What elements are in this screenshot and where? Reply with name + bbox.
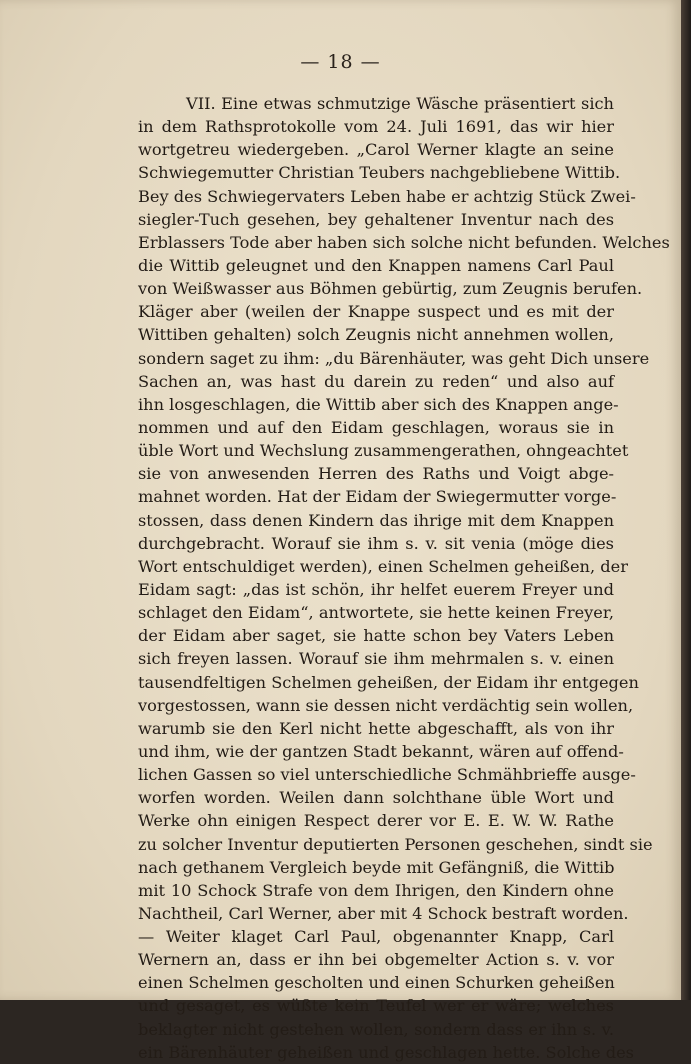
text-line: ihn losgeschlagen, die Wittib aber sich des Knappen ange- xyxy=(138,394,619,414)
text-line: beklagter nicht gestehen wollen, sondern dass er ihn s. v. xyxy=(138,1019,614,1039)
text-line: mahnet worden. Hat der Eidam der Swiegermutter vorge- xyxy=(138,487,617,507)
text-line: siegler-Tuch gesehen, bey gehaltener Inventur nach des xyxy=(138,209,614,229)
text-line: nommen und auf den Eidam geschlagen, woraus sie in xyxy=(138,417,614,437)
text-line: Wernern an, dass er ihn bei obgemelter Action s. v. vor xyxy=(138,950,614,970)
text-line: durchgebracht. Worauf sie ihm s. v. sit venia (möge dies xyxy=(138,533,614,553)
text-line: Eidam sagt: „das ist schön, ihr helfet euerem Freyer und xyxy=(138,579,614,599)
page-number: — 18 — xyxy=(300,51,381,73)
text-line: einen Schelmen gescholten und einen Schurken geheißen xyxy=(138,973,615,993)
text-line: der Eidam aber saget, sie hatte schon bey Vaters Leben xyxy=(138,626,614,646)
text-line: und gesaget, es wüßte kein Teufel wer er wäre; welches xyxy=(138,996,614,1016)
text-line: Wittiben gehalten) solch Zeugnis nicht annehmen wollen, xyxy=(138,325,614,345)
text-line: Schwiegemutter Christian Teubers nachgebliebene Wittib. xyxy=(138,163,621,183)
text-line: VII. Eine etwas schmutzige Wäsche präsentiert sich xyxy=(186,94,614,113)
text-line: lichen Gassen so viel unterschiedliche Schmähbrieffe ausge- xyxy=(138,765,636,785)
text-line: warumb sie den Kerl nicht hette abgeschafft, als von ihr xyxy=(138,718,614,738)
text-line: von Weißwasser aus Böhmen gebürtig, zum Zeugnis berufen. xyxy=(138,279,643,299)
text-line: wortgetreu wiedergeben. „Carol Werner klagte an seine xyxy=(138,140,614,160)
text-line: Erblassers Tode aber haben sich solche nicht befunden. Welches xyxy=(138,232,670,252)
text-line: vorgestossen, wann sie dessen nicht verdächtig sein wollen, xyxy=(138,695,634,715)
text-line: Werke ohn einigen Respect derer vor E. E. W. W. Rathe xyxy=(138,811,614,831)
text-line: nach gethanem Vergleich beyde mit Gefängniß, die Wittib xyxy=(138,857,615,877)
text-line: mit 10 Schock Strafe von dem Ihrigen, den Kindern ohne xyxy=(138,880,614,900)
text-line: Wort entschuldiget werden), einen Schelmen geheißen, der xyxy=(138,556,628,576)
text-line: — Weiter klaget Carl Paul, obgenannter Knapp, Carl xyxy=(138,927,614,947)
text-line: ein Bärenhäuter geheißen und geschlagen hette. Solche des xyxy=(138,1042,634,1062)
text-line: Sachen an, was hast du darein zu reden“ und also auf xyxy=(138,371,614,391)
text-line: üble Wort und Wechslung zusammengerathen, ohngeachtet xyxy=(138,441,629,461)
text-line: und ihm, wie der gantzen Stadt bekannt, wären auf offend- xyxy=(138,741,624,761)
text-line: zu solcher Inventur deputierten Personen geschehen, sindt sie xyxy=(138,834,653,854)
book-spine-edge xyxy=(681,0,691,1000)
text-line: sondern saget zu ihm: „du Bärenhäuter, was geht Dich unsere xyxy=(138,348,650,368)
text-line: Kläger aber (weilen der Knappe suspect und es mit der xyxy=(138,302,614,322)
text-line: tausendfeltigen Schelmen geheißen, der Eidam ihr entgegen xyxy=(138,672,639,692)
text-line: in dem Rathsprotokolle vom 24. Juli 1691, das wir hier xyxy=(138,117,614,137)
text-line: worfen worden. Weilen dann solchthane üble Wort und xyxy=(138,788,614,808)
text-line: Bey des Schwiegervaters Leben habe er achtzig Stück Zwei- xyxy=(138,186,636,206)
body-text xyxy=(138,92,670,1064)
text-line: sie von anwesenden Herren des Raths und Voigt abge- xyxy=(138,464,614,484)
text-line: stossen, dass denen Kindern das ihrige mit dem Knappen xyxy=(138,510,614,530)
text-line: die Wittib geleugnet und den Knappen namens Carl Paul xyxy=(138,255,614,275)
text-line: Nachtheil, Carl Werner, aber mit 4 Schock bestraft worden. xyxy=(138,903,629,923)
text-line: schlaget den Eidam“, antwortete, sie hette keinen Freyer, xyxy=(138,603,614,623)
text-line: sich freyen lassen. Worauf sie ihm mehrmalen s. v. einen xyxy=(138,649,614,669)
